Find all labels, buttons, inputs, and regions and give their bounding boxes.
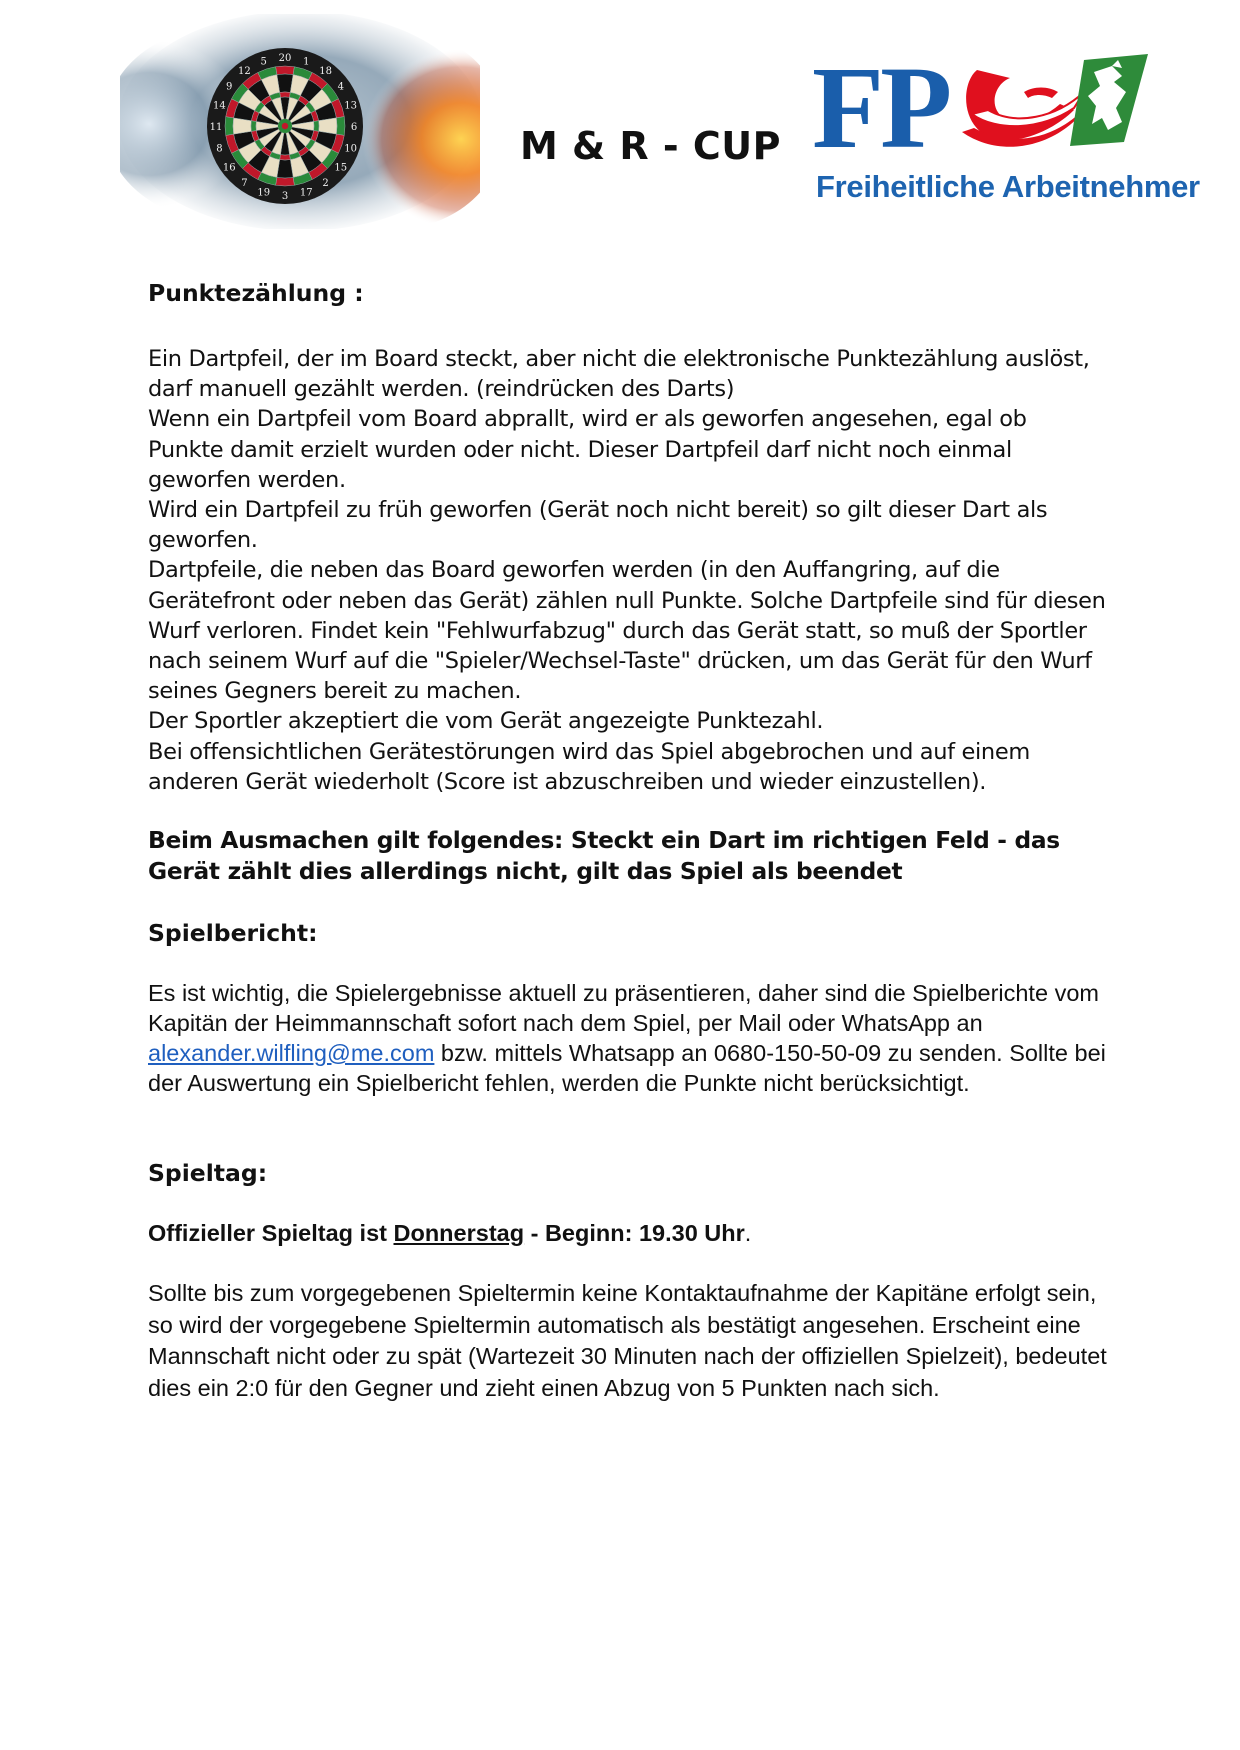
official-day: Donnerstag (393, 1220, 525, 1247)
dartboard-number: 9 (226, 81, 233, 93)
dartboard-segment (276, 66, 295, 75)
dartboard-number: 13 (344, 100, 357, 112)
dartboard-number: 14 (213, 100, 226, 112)
dartboard-number: 4 (337, 81, 344, 93)
dartboard-number: 5 (260, 56, 267, 68)
dartboard-number: 2 (322, 177, 329, 189)
dartboard-image (120, 14, 480, 229)
logo-subtitle: Freiheitliche Arbeitnehmer (816, 169, 1200, 204)
spielbericht-paragraph (148, 978, 1108, 1098)
dartboard-number: 1 (303, 56, 310, 68)
dartboard-segment (280, 92, 291, 97)
dartboard-number: 16 (222, 162, 236, 174)
dartboard-number: 15 (334, 162, 348, 174)
document-body (148, 278, 1108, 1404)
cup-title: M & R - CUP (520, 124, 781, 168)
dartboard-segment (314, 121, 319, 132)
dartboard-number: 7 (241, 177, 248, 189)
dartboard-number: 17 (299, 187, 313, 199)
official-spieltag-line (148, 1218, 1108, 1248)
dartboard-segment (251, 121, 256, 132)
dartboard-segment (225, 117, 234, 136)
dartboard-number: 6 (350, 122, 358, 133)
fpoe-logo (812, 42, 1212, 212)
logo-letters: FP (812, 42, 949, 173)
punktezaehlung-paragraph: Ein Dartpfeil, der im Board steckt, aber nicht die elektronische Punktezählung auslöst, darf manuell gezählt werden. (reindrücken des Darts) Wenn ein Dartpfeil vom Board abprallt, wird er als geworfen angesehen, egal ob Punkte damit erzielt wurden oder nicht. Dieser Dartpfeil darf nicht noch einmal geworfen werden. Wird ein Dartpfeil zu früh geworfen (Gerät noch nicht bereit) so gilt dieser Dart als geworfen. Dartpfeile, die neben das Board geworfen werden (in den Auffangring, auf die Gerätefront oder neben das Gerät) zählen null Punkte. Solche Dartpfeile sind für diesen Wurf verloren. Findet kein "Fehlwurfabzug" durch das Gerät statt, so muß der Sportler nach seinem Wurf auf die "Spieler/Wechsel-Taste" drücken, um das Gerät für den Wurf seines Gegners bereit zu machen. Der Sportler akzeptiert die vom Gerät angezeigte Punktezahl. Bei offensichtlichen Gerätestörungen wird das Spiel abgebrochen und auf einem anderen Gerät wiederholt (Score ist abzuschreiben und wieder einzustellen). (148, 346, 1106, 795)
official-suffix: - Beginn: 19.30 Uhr (524, 1220, 745, 1247)
spielbericht-text-after: bzw. mittels Whatsapp an 0680-150-50-09 zu senden. Sollte bei der Auswertung ein Spielbericht fehlen, werden die Punkte nicht berücksichtigt. (148, 1040, 1106, 1097)
section-heading-punktezaehlung: Punktezählung : (148, 279, 364, 307)
dartboard-number: 20 (278, 53, 292, 64)
logo-graphics (812, 42, 1212, 173)
dartboard-number: 12 (238, 66, 251, 78)
dartboard-number: 8 (216, 143, 223, 155)
dartboard-bullseye (282, 123, 288, 129)
dartboard-segment (276, 177, 295, 186)
email-link[interactable]: alexander.wilfling@me.com (148, 1040, 435, 1067)
official-prefix: Offizieller Spieltag ist (148, 1220, 394, 1247)
dartboard-number: 18 (319, 66, 332, 78)
spielbericht-text-before: Es ist wichtig, die Spielergebnisse aktuell zu präsentieren, daher sind die Spielberichte vom Kapitän der Heimmannschaft sofort nach dem Spiel, per Mail oder WhatsApp an (148, 980, 1099, 1037)
dartboard-number: 19 (257, 187, 271, 199)
spieltag-paragraph: Sollte bis zum vorgegebenen Spieltermin keine Kontaktaufnahme der Kapitäne erfolgt sein, so wird der vorgegebene Spieltermin automatisch als bestätigt angesehen. Erscheint eine Mannschaft nicht oder zu spät (Wartezeit 30 Minuten nach der offiziellen Spielzeit), bedeutet dies ein 2:0 für den Gegner und zieht einen Abzug von 5 Punkten nach sich. (148, 1280, 1107, 1401)
dartboard-segment (280, 155, 291, 160)
dartboard-number: 11 (209, 122, 223, 133)
section-heading-spieltag: Spieltag: (148, 1159, 268, 1188)
dartboard-number: 3 (281, 191, 289, 202)
section-heading-spielbericht: Spielbericht: (148, 919, 318, 948)
official-period: . (744, 1220, 752, 1247)
ausmachen-note: Beim Ausmachen gilt folgendes: Steckt ein Dart im richtigen Feld - das Gerät zählt dies allerdings nicht, gilt das Spiel als beendet (148, 827, 1060, 885)
dartboard-segment (336, 117, 345, 136)
dartboard-number: 10 (344, 143, 357, 155)
